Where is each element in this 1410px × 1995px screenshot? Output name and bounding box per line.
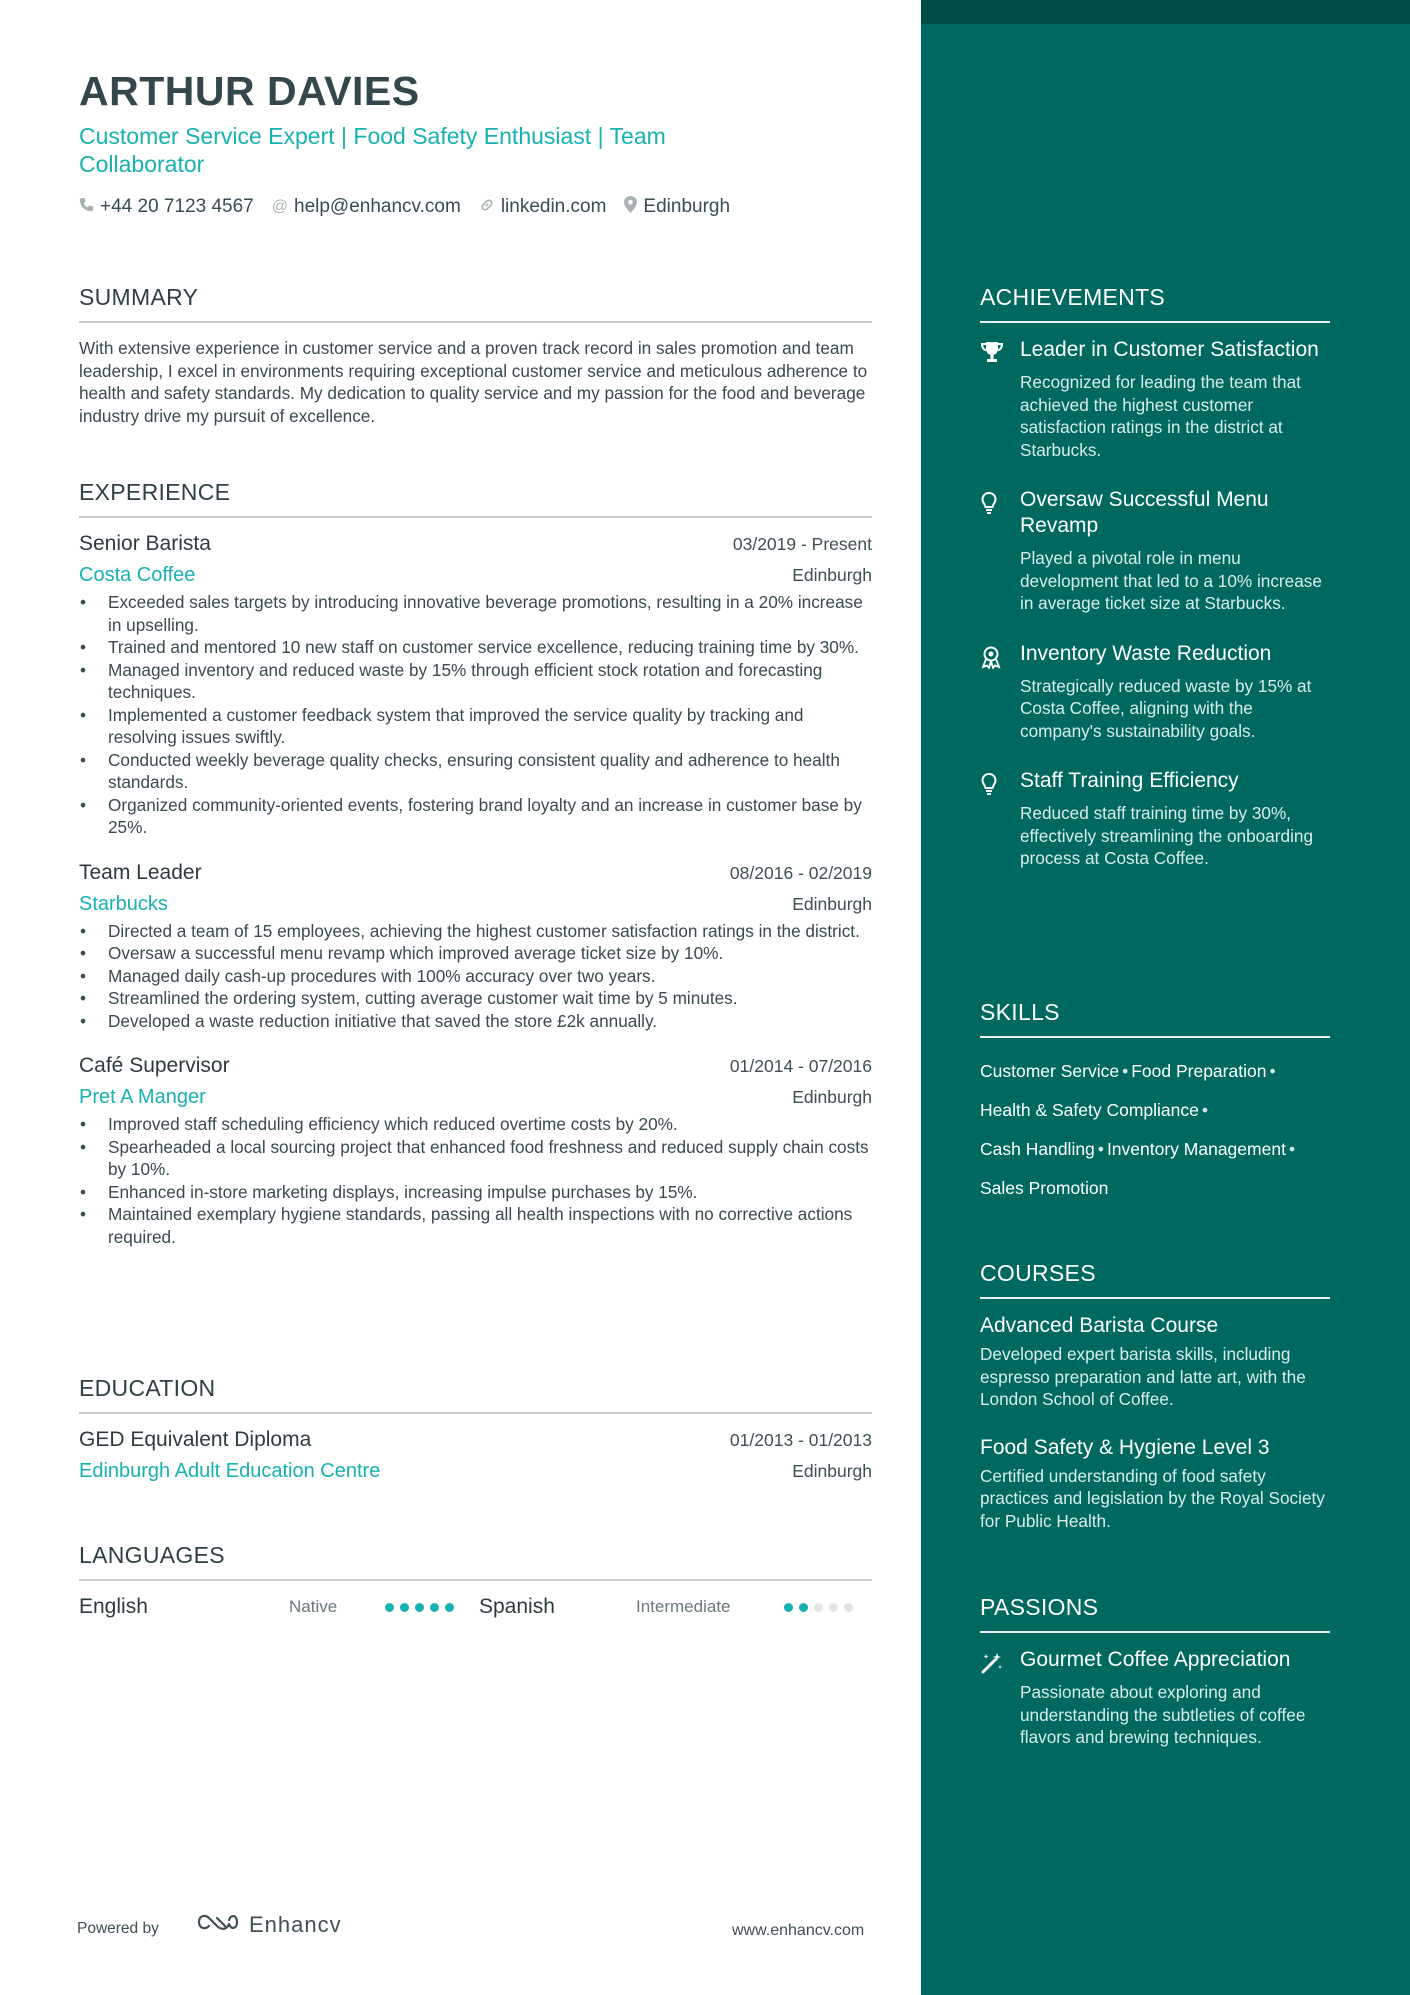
job-bullets xyxy=(79,1113,872,1248)
location-pin-icon xyxy=(624,196,637,218)
contact-location-text: Edinburgh xyxy=(643,196,731,217)
skills-section xyxy=(980,999,1330,1208)
candidate-name: ARTHUR DAVIES xyxy=(79,68,420,114)
job-location: Edinburgh xyxy=(792,1087,872,1107)
contact-phone-text: +44 20 7123 4567 xyxy=(100,196,254,217)
job-entry xyxy=(79,861,872,1033)
contact-linkedin[interactable] xyxy=(479,196,607,218)
job-entry xyxy=(79,1054,872,1248)
rating-dot-filled xyxy=(400,1603,409,1612)
magic-wand-icon xyxy=(980,1647,1020,1749)
at-icon: @ xyxy=(271,198,288,215)
job-bullets xyxy=(79,591,872,839)
passion-item xyxy=(980,1647,1330,1749)
achievement-title: Staff Training Efficiency xyxy=(1020,769,1239,792)
education-school: Edinburgh Adult Education Centre xyxy=(79,1460,381,1482)
achievement-item xyxy=(980,641,1330,743)
contact-phone[interactable] xyxy=(79,196,254,218)
job-bullet: • Streamlined the ordering system, cutting average customer wait time by 5 minutes. xyxy=(79,987,872,1010)
language-rating xyxy=(385,1603,454,1612)
courses-section xyxy=(980,1260,1330,1532)
rating-dot-empty xyxy=(814,1603,823,1612)
course-title: Advanced Barista Course xyxy=(980,1314,1219,1337)
languages-section xyxy=(79,1542,872,1619)
achievement-title: Leader in Customer Satisfaction xyxy=(1020,338,1319,361)
job-bullet: • Spearheaded a local sourcing project that enhanced food freshness and reduced supply chain costs by 10%. xyxy=(79,1136,872,1181)
contact-location xyxy=(624,196,730,218)
language-rating xyxy=(784,1603,853,1612)
footer-brand-logo[interactable] xyxy=(195,1910,342,1940)
achievement-desc: Played a pivotal role in menu development that led to a 10% increase in average ticket size at Starbucks. xyxy=(1020,548,1322,613)
lightbulb-icon xyxy=(980,487,1020,615)
passions-section xyxy=(980,1594,1330,1749)
job-bullet: • Maintained exemplary hygiene standards, passing all health inspections with no corrective actions required. xyxy=(79,1203,872,1248)
skill-item: Health & Safety Compliance xyxy=(980,1100,1199,1120)
skill-item: Inventory Management xyxy=(1106,1139,1286,1159)
achievement-desc: Recognized for leading the team that achieved the highest customer satisfaction ratings in the district at Starbucks. xyxy=(1020,372,1301,460)
job-bullet: • Directed a team of 15 employees, achieving the highest customer satisfaction ratings in the district. xyxy=(79,920,872,943)
footer-brand-name: Enhancv xyxy=(249,1912,342,1937)
course-item xyxy=(980,1435,1330,1533)
rating-dot-filled xyxy=(784,1603,793,1612)
job-bullet: • Managed inventory and reduced waste by 15% through efficient stock rotation and forecasting techniques. xyxy=(79,659,872,704)
language-level: Intermediate xyxy=(636,1597,731,1616)
education-section xyxy=(79,1375,872,1483)
skills-title: SKILLS xyxy=(980,999,1330,1038)
rating-dot-empty xyxy=(844,1603,853,1612)
achievement-item xyxy=(980,768,1330,870)
job-title: Café Supervisor xyxy=(79,1054,230,1077)
skill-separator: • xyxy=(1269,1061,1276,1081)
skill-item: Customer Service xyxy=(980,1061,1120,1081)
lightbulb-icon xyxy=(980,768,1020,870)
passions-title: PASSIONS xyxy=(980,1594,1330,1633)
skill-item: Sales Promotion xyxy=(980,1178,1109,1198)
skill-separator: • xyxy=(1201,1100,1209,1120)
job-location: Edinburgh xyxy=(792,893,872,914)
education-degree: GED Equivalent Diploma xyxy=(79,1428,312,1451)
job-location: Edinburgh xyxy=(792,565,872,585)
job-bullet: • Managed daily cash-up procedures with 100% accuracy over two years. xyxy=(79,965,872,988)
footer-url[interactable]: www.enhancv.com xyxy=(732,1922,865,1939)
achievement-item xyxy=(980,337,1330,461)
footer-powered-by: Powered by xyxy=(77,1920,159,1937)
achievement-title: Oversaw Successful Menu Revamp xyxy=(1020,488,1269,537)
rating-dot-filled xyxy=(430,1603,439,1612)
skills-line xyxy=(980,1130,1330,1169)
job-bullet: • Oversaw a successful menu revamp which improved average ticket size by 10%. xyxy=(79,942,872,965)
achievement-item xyxy=(980,487,1330,615)
summary-section xyxy=(79,284,872,427)
course-title: Food Safety & Hygiene Level 3 xyxy=(980,1435,1270,1459)
language-name: English xyxy=(79,1595,148,1618)
job-dates: 01/2014 - 07/2016 xyxy=(729,1056,872,1076)
job-company: Starbucks xyxy=(79,892,168,915)
job-entry xyxy=(79,532,872,839)
language-spanish xyxy=(479,1595,872,1619)
course-desc: Developed expert barista skills, including espresso preparation and latte art, with the London School of Coffee. xyxy=(980,1344,1306,1409)
job-company: Pret A Manger xyxy=(79,1086,206,1108)
languages-title: LANGUAGES xyxy=(79,1542,872,1581)
skills-list xyxy=(980,1052,1330,1208)
summary-text: With extensive experience in customer service and a proven track record in sales promotion and team leadership, I excel in environments requiring exceptional customer service and meticulous adherence to health and safety standards. My dedication to quality service and my passion for the food and beverage industry drive my pursuit of excellence. xyxy=(79,338,868,426)
course-desc: Certified understanding of food safety practices and legislation by the Royal Society for Public Health. xyxy=(980,1465,1325,1531)
trophy-icon xyxy=(980,337,1020,461)
headline: Customer Service Expert | Food Safety Enthusiast | Team Collaborator xyxy=(79,123,666,177)
achievement-desc: Strategically reduced waste by 15% at Costa Coffee, aligning with the company's sustainability goals. xyxy=(1020,675,1312,741)
link-icon xyxy=(479,197,495,218)
contact-email-text: help@enhancv.com xyxy=(294,196,461,217)
achievement-desc: Reduced staff training time by 30%, effectively streamlining the onboarding process at Costa Coffee. xyxy=(1020,803,1314,868)
award-ribbon-icon xyxy=(980,641,1020,743)
rating-dot-filled xyxy=(415,1603,424,1612)
skill-item: Food Preparation xyxy=(1131,1061,1267,1081)
skill-separator: • xyxy=(1122,1061,1129,1081)
passion-desc: Passionate about exploring and understanding the subtleties of coffee flavors and brewing techniques. xyxy=(1020,1682,1306,1747)
skill-item: Cash Handling xyxy=(980,1139,1095,1159)
enhancv-logo-icon xyxy=(195,1910,241,1940)
contact-list xyxy=(79,196,730,218)
education-entry xyxy=(79,1428,872,1483)
phone-icon xyxy=(79,197,94,217)
contact-email[interactable] xyxy=(272,196,461,218)
course-item xyxy=(980,1313,1330,1411)
rating-dot-empty xyxy=(829,1603,838,1612)
rating-dot-filled xyxy=(385,1603,394,1612)
sidebar-top-bar xyxy=(921,0,1410,24)
job-bullet: • Exceeded sales targets by introducing innovative beverage promotions, resulting in a 20% increase in upselling. xyxy=(79,591,872,636)
rating-dot-filled xyxy=(445,1603,454,1612)
skill-separator: • xyxy=(1288,1139,1296,1159)
education-location: Edinburgh xyxy=(792,1461,872,1481)
courses-title: COURSES xyxy=(980,1260,1330,1299)
achievement-title: Inventory Waste Reduction xyxy=(1020,641,1272,665)
job-bullet: • Organized community-oriented events, fostering brand loyalty and an increase in customer base by 25%. xyxy=(79,794,872,839)
experience-title: EXPERIENCE xyxy=(79,479,872,518)
language-name: Spanish xyxy=(479,1595,555,1618)
job-bullets xyxy=(79,920,872,1033)
education-title: EDUCATION xyxy=(79,1375,872,1414)
job-dates: 08/2016 - 02/2019 xyxy=(729,862,872,883)
languages-list xyxy=(79,1595,872,1619)
skills-line xyxy=(980,1169,1330,1208)
summary-title: SUMMARY xyxy=(79,284,872,323)
education-dates: 01/2013 - 01/2013 xyxy=(729,1430,872,1450)
achievements-title: ACHIEVEMENTS xyxy=(980,284,1330,323)
job-bullet: • Trained and mentored 10 new staff on customer service excellence, reducing training time by 30%. xyxy=(79,636,872,659)
job-title: Team Leader xyxy=(79,860,202,884)
job-bullet: • Improved staff scheduling efficiency which reduced overtime costs by 20%. xyxy=(79,1113,872,1136)
language-english xyxy=(79,1595,479,1619)
skills-line xyxy=(980,1091,1330,1130)
job-bullet: • Developed a waste reduction initiative that saved the store £2k annually. xyxy=(79,1010,872,1033)
job-bullet: • Conducted weekly beverage quality checks, ensuring consistent quality and adherence to health standards. xyxy=(79,749,872,794)
rating-dot-filled xyxy=(799,1603,808,1612)
job-title: Senior Barista xyxy=(79,532,211,555)
experience-section xyxy=(79,479,872,1248)
job-dates: 03/2019 - Present xyxy=(732,534,872,554)
achievements-section xyxy=(980,284,1330,870)
skill-separator: • xyxy=(1097,1139,1104,1159)
job-bullet: • Implemented a customer feedback system that improved the service quality by tracking and resolving issues swiftly. xyxy=(79,704,872,749)
contact-linkedin-text: linkedin.com xyxy=(500,196,607,217)
language-level: Native xyxy=(289,1597,338,1616)
skills-line xyxy=(980,1052,1330,1091)
passion-title: Gourmet Coffee Appreciation xyxy=(1020,1648,1291,1671)
job-bullet: • Enhanced in-store marketing displays, increasing impulse purchases by 15%. xyxy=(79,1181,872,1204)
job-company: Costa Coffee xyxy=(79,564,196,586)
